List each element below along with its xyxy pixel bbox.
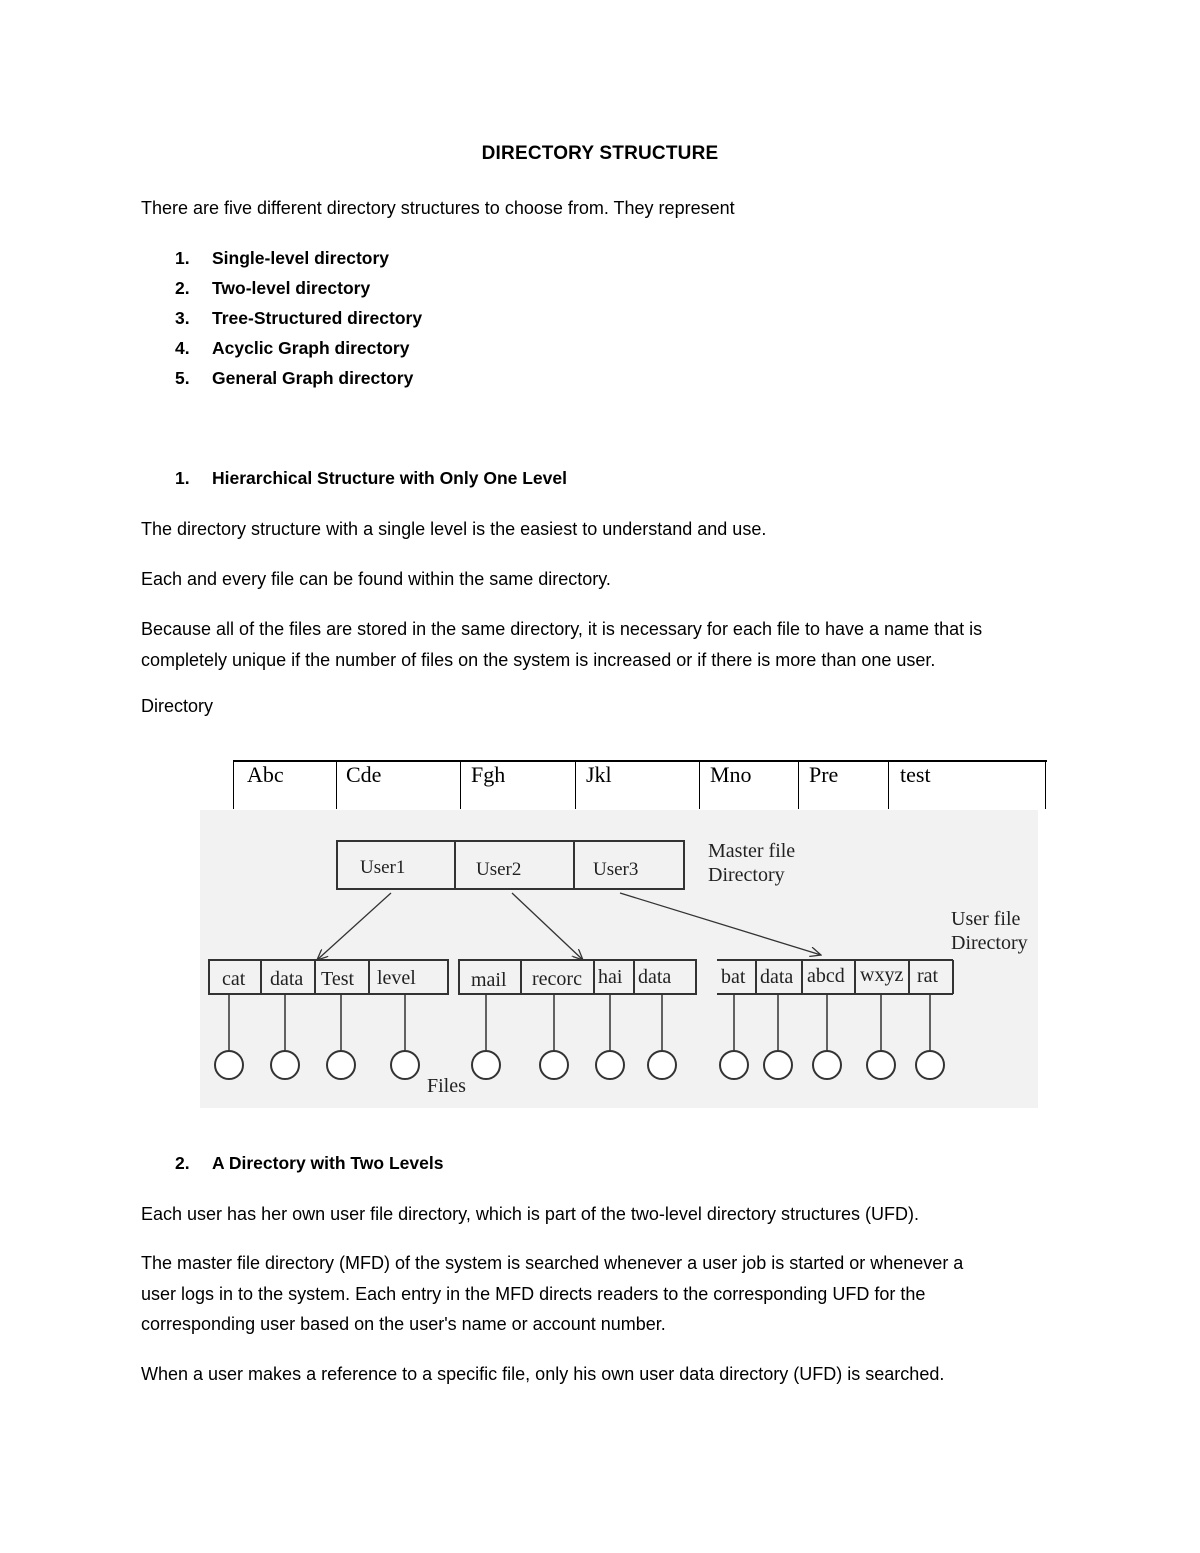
table-cell: Mno <box>710 762 752 787</box>
ufd-label-line-2: Directory <box>951 932 1028 954</box>
file-node <box>215 1051 243 1079</box>
section2-paragraph-2-line-2: user logs in to the system. Each entry in the MFD directs readers to the corresponding UFD for the <box>141 1284 926 1304</box>
arrow-user3 <box>620 893 821 955</box>
table-cell: test <box>900 762 931 787</box>
section1-number: 1. <box>175 468 190 488</box>
directory-label: Directory <box>141 696 214 716</box>
table-cell: Cde <box>346 762 382 787</box>
list-item-number: 2. <box>175 278 190 298</box>
ufd-entry: bat <box>721 966 746 988</box>
section2-paragraph-1: Each user has her own user file directory, which is part of the two-level directory structures (UFD). <box>141 1204 919 1224</box>
file-node <box>472 1051 500 1079</box>
ufd-entry: abcd <box>807 965 845 987</box>
ufd-entry: wxyz <box>860 964 904 986</box>
table-divider <box>575 760 576 809</box>
section2-title: A Directory with Two Levels <box>212 1153 444 1173</box>
file-node <box>596 1051 624 1079</box>
list-item-label: General Graph directory <box>212 368 414 388</box>
mfd-user-label: User1 <box>360 857 406 878</box>
list-item-label: Two-level directory <box>212 278 371 298</box>
section1-title: Hierarchical Structure with Only One Level <box>212 468 567 488</box>
ufd-entry: recorc <box>532 968 582 990</box>
file-node <box>271 1051 299 1079</box>
file-node <box>720 1051 748 1079</box>
ufd-entry: level <box>377 967 416 989</box>
ufd-entry: data <box>760 966 794 988</box>
ufd-entry: rat <box>917 965 939 987</box>
ufd-label-line-1: User file <box>951 908 1021 930</box>
list-item-label: Tree-Structured directory <box>212 308 423 328</box>
table-divider <box>798 760 799 809</box>
file-node <box>813 1051 841 1079</box>
mfd-label-line-1: Master file <box>708 840 796 862</box>
ufd-entry: data <box>638 966 672 988</box>
table-divider <box>699 760 700 809</box>
table-divider <box>1045 760 1046 809</box>
file-nodes <box>215 1051 944 1079</box>
file-node <box>540 1051 568 1079</box>
file-node <box>648 1051 676 1079</box>
ufd-entry: mail <box>471 969 507 991</box>
file-node <box>867 1051 895 1079</box>
section2-paragraph-2-line-3: corresponding user based on the user's name or account number. <box>141 1314 666 1334</box>
section1-paragraph-3-line-2: completely unique if the number of files on the system is increased or if there is more than one user. <box>141 650 936 670</box>
ufd-entry: cat <box>222 968 246 990</box>
mfd-user-label: User2 <box>476 859 522 880</box>
table-cell: Jkl <box>586 762 612 787</box>
table-cell: Abc <box>247 762 284 787</box>
arrow-user1 <box>317 893 391 960</box>
file-node <box>327 1051 355 1079</box>
table-divider <box>233 760 234 809</box>
table-divider <box>888 760 889 809</box>
list-item-number: 5. <box>175 368 190 388</box>
mfd-label-line-2: Directory <box>708 864 785 886</box>
arrow-user2 <box>512 893 583 960</box>
file-node <box>916 1051 944 1079</box>
section1-paragraph-1: The directory structure with a single level is the easiest to understand and use. <box>141 519 767 539</box>
section1-paragraph-3-line-1: Because all of the files are stored in the same directory, it is necessary for each file to have a name that is <box>141 619 983 639</box>
ufd-entry: data <box>270 968 304 990</box>
section2-number: 2. <box>175 1153 190 1173</box>
ufd-entry: hai <box>598 966 623 988</box>
files-label: Files <box>427 1075 466 1097</box>
section2-paragraph-2-line-1: The master file directory (MFD) of the system is searched whenever a user job is started or whenever a <box>141 1253 964 1273</box>
list-item-label: Single-level directory <box>212 248 390 268</box>
file-node <box>764 1051 792 1079</box>
list-item-label: Acyclic Graph directory <box>212 338 410 358</box>
list-item-number: 3. <box>175 308 190 328</box>
file-node <box>391 1051 419 1079</box>
section1-paragraph-2: Each and every file can be found within the same directory. <box>141 569 611 589</box>
table-divider <box>336 760 337 809</box>
page-title: DIRECTORY STRUCTURE <box>481 143 719 164</box>
table-divider <box>460 760 461 809</box>
list-item-number: 1. <box>175 248 190 268</box>
table-cell: Pre <box>809 762 839 787</box>
section2-paragraph-3: When a user makes a reference to a specific file, only his own user data directory (UFD) is searched. <box>141 1364 945 1384</box>
ufd-entry: Test <box>321 968 355 990</box>
mfd-user-label: User3 <box>593 859 639 880</box>
file-links <box>229 994 930 1051</box>
list-item-number: 4. <box>175 338 190 358</box>
table-cell: Fgh <box>471 762 506 787</box>
single-level-directory-table <box>233 760 1047 810</box>
two-level-directory-diagram <box>200 810 1038 1108</box>
intro-paragraph: There are five different directory structures to choose from. They represent <box>141 198 735 218</box>
